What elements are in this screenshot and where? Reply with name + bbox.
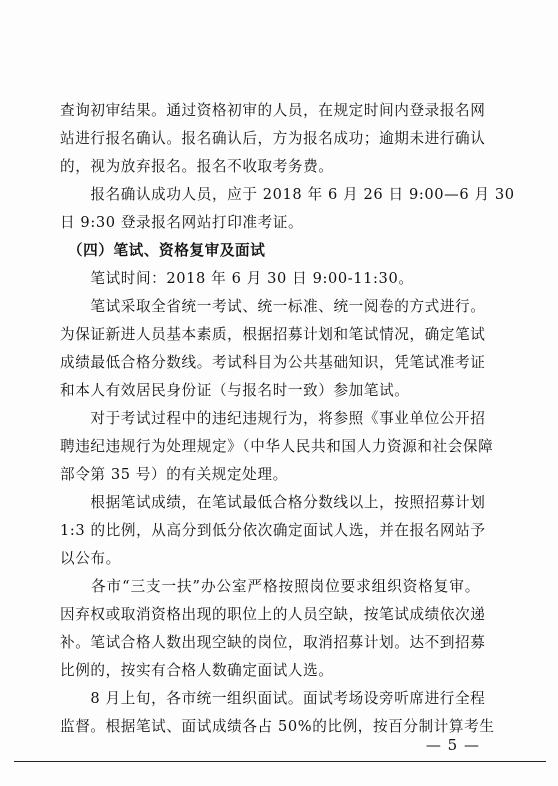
text-line: 根据笔试成绩，在笔试最低合格分数线以上，按照招募计划 [60, 494, 486, 511]
page-number: — 5 — [425, 736, 480, 754]
text-line: 笔试时间：2018 年 6 月 30 日 9:00-11:30。 [60, 270, 414, 287]
text-line: 8 月上旬，各市统一组织面试。面试考场设旁听席进行全程 [60, 690, 486, 707]
text-line: 各市“三支一扶”办公室严格按照岗位要求组织资格复审。 [60, 578, 480, 595]
text-line: 监督。根据笔试、面试成绩各占 50%的比例，按百分制计算考生 [60, 718, 495, 735]
text-line: 的，视为放弃报名。报名不收取考务费。 [60, 158, 334, 175]
text-line: 为保证新进人员基本素质，根据招募计划和笔试情况，确定笔试 [60, 326, 486, 343]
text-line: 日 9:30 登录报名网站打印准考证。 [60, 214, 304, 231]
text-line: 因弃权或取消资格出现的职位上的人员空缺，按笔试成绩依次递 [60, 606, 486, 623]
text-line: 以公布。 [60, 550, 121, 567]
text-line: 报名确认成功人员，应于 2018 年 6 月 26 日 9:00—6 月 30 [60, 186, 515, 203]
text-line: 成绩最低合格分数线。考试科目为公共基础知识，凭笔试准考证 [60, 354, 486, 371]
text-line: 聘违纪违规行为处理规定》（中华人民共和国人力资源和社会保障 [60, 438, 494, 455]
text-line: 站进行报名确认。报名确认后，方为报名成功；逾期未进行确认 [60, 130, 486, 147]
text-line: 查询初审结果。通过资格初审的人员，在规定时间内登录报名网 [60, 102, 486, 119]
bottom-divider [14, 761, 546, 762]
section-heading: （四）笔试、资格复审及面试 [60, 242, 266, 259]
text-line: 部令第 35 号）的有关规定处理。 [60, 466, 288, 483]
text-line: 对于考试过程中的违纪违规行为，将参照《事业单位公开招 [60, 410, 486, 427]
text-line: 1:3 的比例，从高分到低分依次确定面试人选，并在报名网站予 [60, 522, 486, 539]
text-line: 笔试采取全省统一考试、统一标准、统一阅卷的方式进行。 [60, 298, 486, 315]
text-line: 和本人有效居民身份证（与报名时一致）参加笔试。 [60, 382, 410, 399]
text-line: 补。笔试合格人数出现空缺的岗位，取消招募计划。达不到招募 [60, 634, 486, 651]
text-line: 比例的，按实有合格人数确定面试人选。 [60, 662, 334, 679]
